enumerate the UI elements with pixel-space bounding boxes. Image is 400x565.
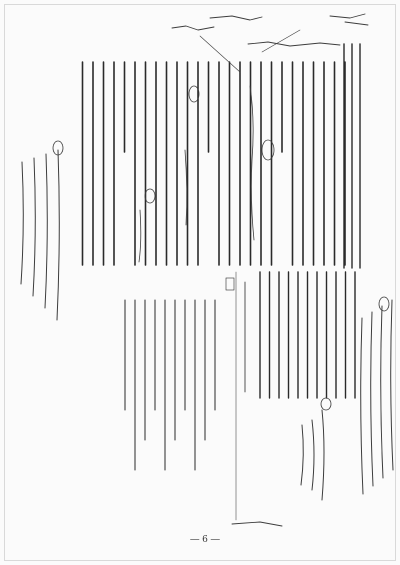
handwritten-note-left	[21, 162, 23, 284]
handwritten-note-top	[330, 14, 365, 18]
margin-underline	[185, 150, 187, 225]
handwritten-note-right	[361, 318, 363, 494]
handwritten-note-lower	[312, 420, 314, 490]
handwritten-note-top	[210, 16, 262, 20]
handwritten-note-left	[45, 154, 47, 308]
circled-number	[321, 398, 331, 410]
handwritten-note-bottom	[232, 522, 282, 526]
circled-word	[145, 189, 155, 203]
circled-number	[379, 297, 389, 311]
main-vertical-text-block	[83, 44, 361, 268]
handwritten-note-right	[381, 306, 383, 478]
handwritten-note-right	[371, 312, 373, 486]
handwritten-note-left	[33, 158, 35, 296]
question-label-box	[226, 278, 234, 290]
handwritten-note-left	[57, 150, 59, 320]
handwritten-arrow	[262, 30, 300, 52]
handwritten-note-right	[391, 300, 393, 470]
page-number: ― 6 ―	[190, 535, 220, 545]
handwritten-note-top	[248, 42, 340, 46]
margin-underline	[139, 210, 141, 262]
handwritten-note-lower	[301, 425, 303, 485]
handwritten-note-top	[345, 22, 368, 25]
question-vertical-text-block	[125, 272, 355, 520]
handwritten-note-lower	[322, 410, 324, 500]
handwritten-annotations	[21, 14, 393, 526]
handwritten-arrow	[200, 36, 240, 72]
handwritten-note-top	[172, 26, 214, 30]
